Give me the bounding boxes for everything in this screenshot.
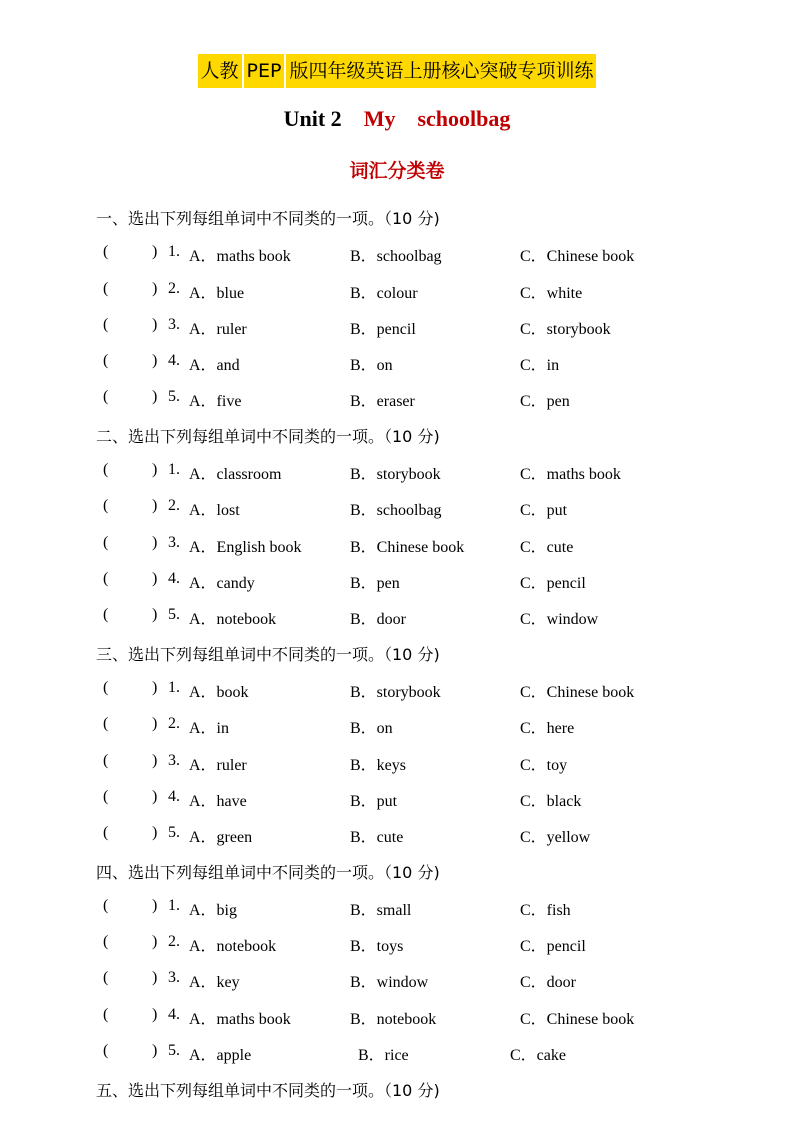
option-b: B．Chinese book [350, 539, 465, 556]
section-title: 一、选出下列每组单词中不同类的一项。（10 分) [96, 209, 440, 228]
option-c: C．maths book [520, 466, 621, 483]
option-a: A．apple [189, 1047, 252, 1064]
option-b: B．schoolbag [350, 248, 442, 265]
answer-paren-open[interactable]: ( [103, 534, 109, 551]
question-number: 1. [168, 897, 180, 914]
option-a: A．in [189, 720, 230, 737]
answer-paren-close: ) [152, 752, 158, 769]
answer-paren-close: ) [152, 388, 158, 405]
option-c: C．toy [520, 757, 568, 774]
option-b: B．on [350, 720, 393, 737]
option-c: C．yellow [520, 829, 591, 846]
option-c: C．Chinese book [520, 248, 635, 265]
option-a: A．ruler [189, 757, 247, 774]
question-number: 3. [168, 316, 180, 333]
option-c: C．fish [520, 902, 571, 919]
answer-paren-close: ) [152, 461, 158, 478]
answer-paren-open[interactable]: ( [103, 352, 109, 369]
answer-paren-open[interactable]: ( [103, 1006, 109, 1023]
option-a: A．book [189, 684, 249, 701]
option-b: B．pen [350, 575, 400, 592]
option-a: A．key [189, 974, 240, 991]
option-b: B．toys [350, 938, 404, 955]
banner-segment-2: PEP [244, 54, 285, 88]
banner-segment-3: 版四年级英语上册核心突破专项训练 [286, 54, 596, 88]
question-row [0, 679, 794, 703]
option-c: C．door [520, 974, 577, 991]
answer-paren-close: ) [152, 679, 158, 696]
question-row [0, 388, 794, 412]
answer-paren-open[interactable]: ( [103, 752, 109, 769]
option-b: B．pencil [350, 321, 416, 338]
option-a: A．lost [189, 502, 240, 519]
answer-paren-close: ) [152, 570, 158, 587]
answer-paren-open[interactable]: ( [103, 969, 109, 986]
option-b: B．put [350, 793, 398, 810]
banner-title [0, 54, 794, 88]
question-number: 5. [168, 1042, 180, 1059]
question-row [0, 1006, 794, 1030]
question-row [0, 1042, 794, 1066]
answer-paren-close: ) [152, 715, 158, 732]
answer-paren-open[interactable]: ( [103, 606, 109, 623]
question-number: 2. [168, 497, 180, 514]
section-title: 三、选出下列每组单词中不同类的一项。（10 分) [96, 645, 440, 664]
option-c: C．pencil [520, 938, 586, 955]
option-c: C．pencil [520, 575, 586, 592]
option-b: B．rice [358, 1047, 409, 1064]
answer-paren-close: ) [152, 969, 158, 986]
question-number: 1. [168, 243, 180, 260]
answer-paren-close: ) [152, 933, 158, 950]
question-number: 1. [168, 461, 180, 478]
answer-paren-close: ) [152, 1006, 158, 1023]
question-number: 4. [168, 570, 180, 587]
option-c: C．Chinese book [520, 684, 635, 701]
answer-paren-close: ) [152, 352, 158, 369]
question-number: 4. [168, 1006, 180, 1023]
option-a: A．classroom [189, 466, 282, 483]
banner-segment-1: 人教 [198, 54, 242, 88]
question-number: 2. [168, 715, 180, 732]
option-a: A．candy [189, 575, 255, 592]
section-title: 五、选出下列每组单词中不同类的一项。（10 分) [96, 1081, 440, 1100]
answer-paren-open[interactable]: ( [103, 1042, 109, 1059]
option-a: A．big [189, 902, 238, 919]
question-row [0, 752, 794, 776]
answer-paren-open[interactable]: ( [103, 715, 109, 732]
answer-paren-open[interactable]: ( [103, 824, 109, 841]
question-row [0, 534, 794, 558]
option-a: A．English book [189, 539, 302, 556]
answer-paren-close: ) [152, 606, 158, 623]
unit-label: Unit 2 [283, 106, 342, 131]
option-c: C．storybook [520, 321, 611, 338]
answer-paren-close: ) [152, 497, 158, 514]
question-row [0, 897, 794, 921]
answer-paren-close: ) [152, 243, 158, 260]
option-b: B．storybook [350, 684, 441, 701]
answer-paren-open[interactable]: ( [103, 497, 109, 514]
option-b: B．eraser [350, 393, 415, 410]
unit-title-word-1: My [363, 106, 396, 131]
answer-paren-open[interactable]: ( [103, 897, 109, 914]
question-number: 2. [168, 933, 180, 950]
question-number: 4. [168, 788, 180, 805]
option-b: B．cute [350, 829, 404, 846]
answer-paren-open[interactable]: ( [103, 388, 109, 405]
answer-paren-close: ) [152, 534, 158, 551]
question-number: 5. [168, 388, 180, 405]
option-c: C．put [520, 502, 568, 519]
option-b: B．window [350, 974, 429, 991]
option-a: A．ruler [189, 321, 247, 338]
option-c: C．pen [520, 393, 570, 410]
answer-paren-close: ) [152, 897, 158, 914]
question-row [0, 280, 794, 304]
option-b: B．small [350, 902, 412, 919]
option-a: A．notebook [189, 938, 277, 955]
option-b: B．storybook [350, 466, 441, 483]
option-c: C．Chinese book [520, 1011, 635, 1028]
question-row [0, 933, 794, 957]
option-b: B．keys [350, 757, 407, 774]
question-row [0, 461, 794, 485]
question-row [0, 316, 794, 340]
unit-heading [0, 106, 794, 132]
option-a: A．green [189, 829, 253, 846]
question-number: 3. [168, 752, 180, 769]
answer-paren-open[interactable]: ( [103, 243, 109, 260]
question-row [0, 243, 794, 267]
worksheet-subtitle: 词汇分类卷 [349, 160, 445, 182]
question-row [0, 788, 794, 812]
answer-paren-close: ) [152, 280, 158, 297]
option-c: C．here [520, 720, 575, 737]
unit-title-word-2: schoolbag [417, 106, 511, 131]
answer-paren-open[interactable]: ( [103, 461, 109, 478]
option-c: C．white [520, 285, 583, 302]
option-a: A．blue [189, 285, 245, 302]
question-number: 1. [168, 679, 180, 696]
question-row [0, 570, 794, 594]
option-a: A．have [189, 793, 247, 810]
option-a: A．and [189, 357, 240, 374]
answer-paren-close: ) [152, 788, 158, 805]
option-b: B．on [350, 357, 393, 374]
question-row [0, 715, 794, 739]
option-a: A．maths book [189, 1011, 291, 1028]
question-number: 2. [168, 280, 180, 297]
answer-paren-close: ) [152, 316, 158, 333]
section-title: 二、选出下列每组单词中不同类的一项。（10 分) [96, 427, 440, 446]
option-c: C．cake [510, 1047, 566, 1064]
option-c: C．cute [520, 539, 574, 556]
question-number: 5. [168, 824, 180, 841]
section-title: 四、选出下列每组单词中不同类的一项。（10 分) [96, 863, 440, 882]
question-row [0, 969, 794, 993]
answer-paren-open[interactable]: ( [103, 280, 109, 297]
question-row [0, 824, 794, 848]
question-row [0, 497, 794, 521]
option-c: C．black [520, 793, 582, 810]
option-c: C．in [520, 357, 560, 374]
answer-paren-close: ) [152, 824, 158, 841]
question-number: 4. [168, 352, 180, 369]
option-b: B．notebook [350, 1011, 437, 1028]
option-a: A．five [189, 393, 242, 410]
option-c: C．window [520, 611, 599, 628]
question-number: 5. [168, 606, 180, 623]
question-row [0, 352, 794, 376]
question-number: 3. [168, 534, 180, 551]
answer-paren-open[interactable]: ( [103, 570, 109, 587]
option-a: A．notebook [189, 611, 277, 628]
option-b: B．door [350, 611, 407, 628]
option-b: B．schoolbag [350, 502, 442, 519]
question-number: 3. [168, 969, 180, 986]
question-row [0, 606, 794, 630]
answer-paren-open[interactable]: ( [103, 788, 109, 805]
option-a: A．maths book [189, 248, 291, 265]
answer-paren-open[interactable]: ( [103, 933, 109, 950]
answer-paren-open[interactable]: ( [103, 316, 109, 333]
answer-paren-open[interactable]: ( [103, 679, 109, 696]
answer-paren-close: ) [152, 1042, 158, 1059]
option-b: B．colour [350, 285, 418, 302]
